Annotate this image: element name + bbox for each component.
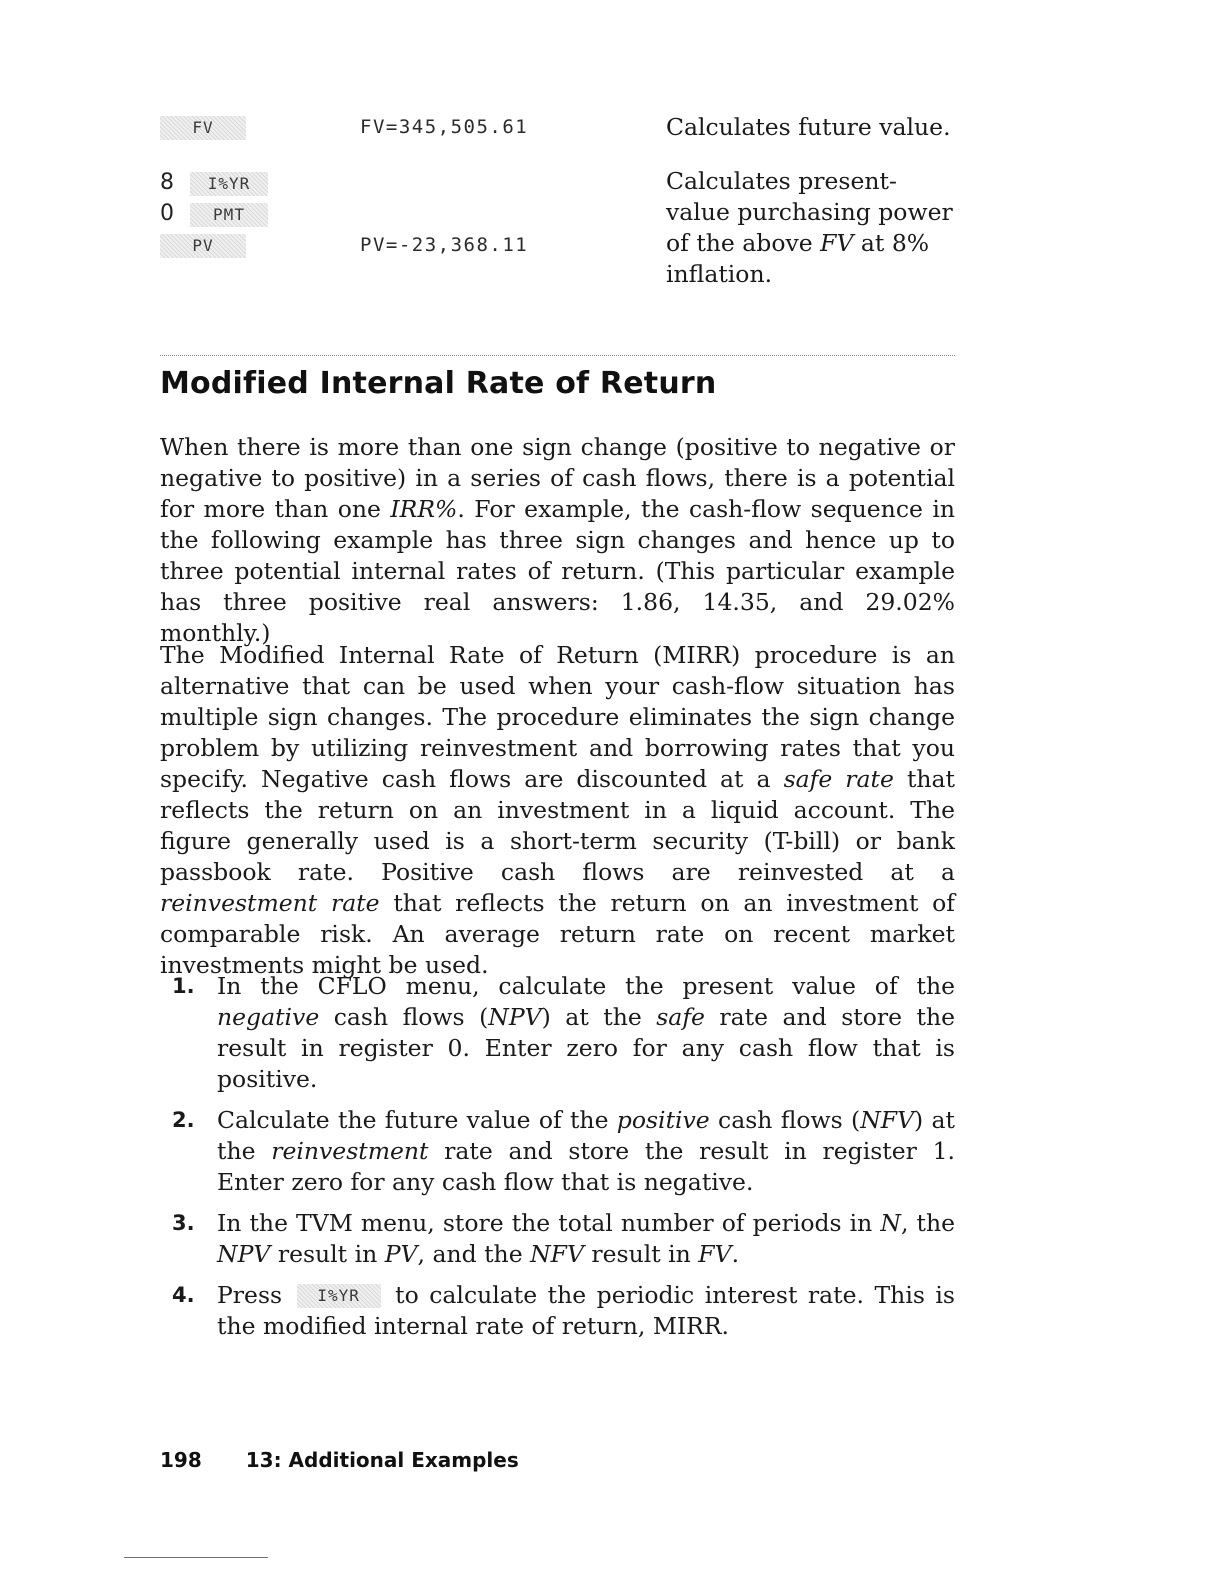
pv-description: Calculates present-value purchasing power of the above FV at 8% inflation. (666, 167, 953, 288)
mirr-paragraph: The Modified Internal Rate of Return (MIRR) procedure is an alternative that can be used when your cash-flow situation has multiple sign changes. The procedure eliminates the sign change problem by utilizing reinvestment and borrowing rates that you specify. Negative cash flows are discounted at a safe rate that reflects the return on an investment in a liquid account. The figure generally used is a short-term security (T-bill) or bank passbook rate. Positive cash flows are reinvested at a reinvestment rate that reflects the return on an investment of comparable risk. An average return rate on recent market investments might be used. (160, 641, 955, 979)
pmt-key: PMT (190, 203, 268, 227)
fv-key: FV (160, 116, 246, 140)
fv-description: Calculates future value. (666, 113, 951, 141)
i-yr-key-inline: I%YR (297, 1284, 381, 1308)
keystroke-row-pv (160, 168, 960, 292)
intro-paragraph: When there is more than one sign change (positive to negative or negative to positive) in a series of cash flows, there is a potential for more than one IRR%. For example, the cash-flow sequence in the following example has three sign changes and hence up to three potential internal rates of return. (This particular example has three positive real answers: 1.86, 14.35, and 29.02% monthly.) (160, 433, 955, 647)
step-item: 4. Press I%YR to calculate the periodic interest rate. This is the modified internal rate of return, MIRR. (172, 1281, 955, 1340)
step-item: 1. In the CFLO menu, calculate the present value of the negative cash flows (NPV) at the safe rate and store the result in register 0. Enter zero for any cash flow that is positive. (172, 972, 955, 1093)
step-item: 3. In the TVM menu, store the total number of periods in N, the NPV result in PV, and the NFV result in FV. (172, 1209, 955, 1268)
pv-display: PV=-23,368.11 (360, 234, 529, 256)
keystroke-table (160, 112, 960, 292)
pv-key: PV (160, 234, 246, 258)
steps-list (160, 971, 955, 1352)
i-yr-key: I%YR (190, 172, 268, 196)
digit-8: 8 (160, 170, 174, 195)
fv-display: FV=345,505.61 (360, 116, 529, 138)
chapter-title: 13: Additional Examples (245, 1448, 519, 1472)
section-divider (160, 355, 955, 356)
page-number: 198 (160, 1448, 202, 1472)
digit-0: 0 (160, 201, 174, 226)
page-footer (160, 1448, 519, 1472)
step-item: 2. Calculate the future value of the positive cash flows (NFV) at the reinvestment rate and store the result in register 1. Enter zero for any cash flow that is negative. (172, 1106, 955, 1196)
keystroke-row-fv (160, 112, 960, 146)
bottom-rule (124, 1557, 268, 1558)
section-title: Modified Internal Rate of Return (160, 366, 717, 401)
